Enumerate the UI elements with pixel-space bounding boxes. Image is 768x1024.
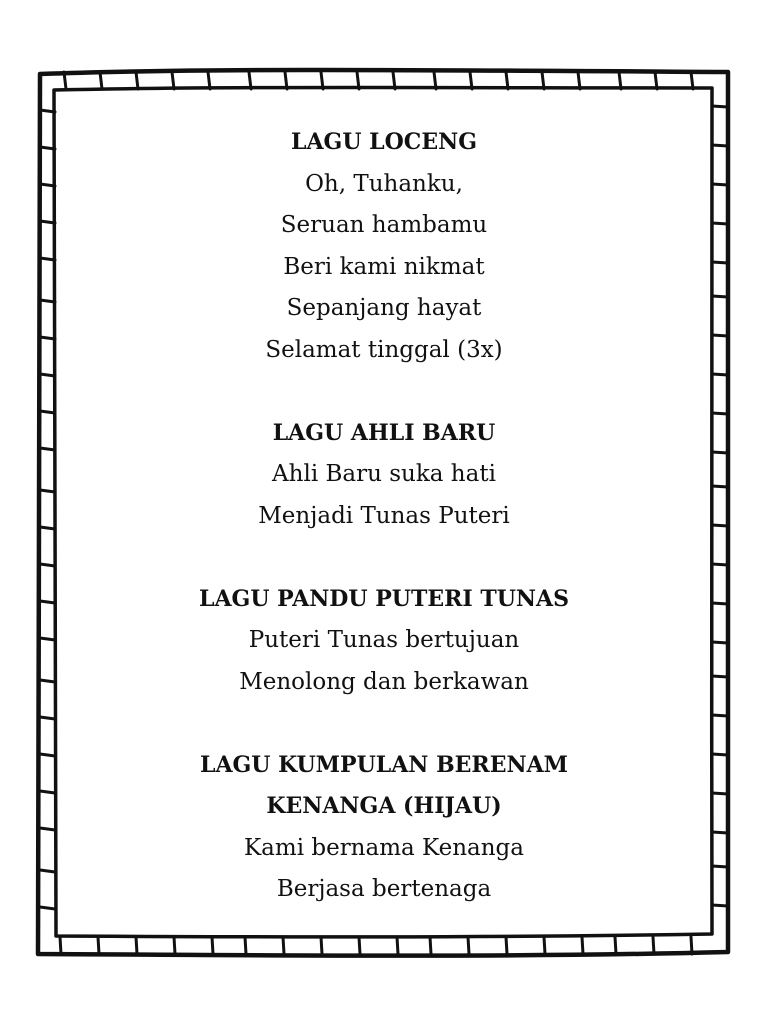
lyric-line: Kami bernama Kenanga [243,834,524,861]
song-title: KENANGA (HIJAU) [266,793,502,819]
lyric-line: Beri kami nikmat [283,253,485,280]
song-section [60,745,708,911]
lyric-line: Menolong dan berkawan [239,668,529,695]
song-section [60,122,708,371]
song-title: LAGU LOCENG [291,129,477,155]
section-spacer [60,371,708,413]
song-section [60,579,708,704]
lyric-line: Berjasa bertenaga [276,876,492,902]
lyric-line: Sepanjang hayat [286,295,482,321]
lyric-line: Seruan hambamu [280,212,488,238]
section-spacer [60,703,708,745]
lyric-line: Puteri Tunas bertujuan [248,627,520,653]
lyric-line: Oh, Tuhanku, [305,170,463,197]
song-section [60,413,708,538]
lyric-line: Menjadi Tunas Puteri [258,502,510,529]
song-title: LAGU KUMPULAN BERENAM [199,751,569,778]
lyric-line: Ahli Baru suka hati [272,461,496,487]
song-title: LAGU PANDU PUTERI TUNAS [199,585,569,612]
songbook-content [60,122,708,911]
song-title: LAGU AHLI BARU [272,419,496,446]
lyric-line: Selamat tinggal (3x) [265,336,503,363]
section-spacer [60,537,708,579]
